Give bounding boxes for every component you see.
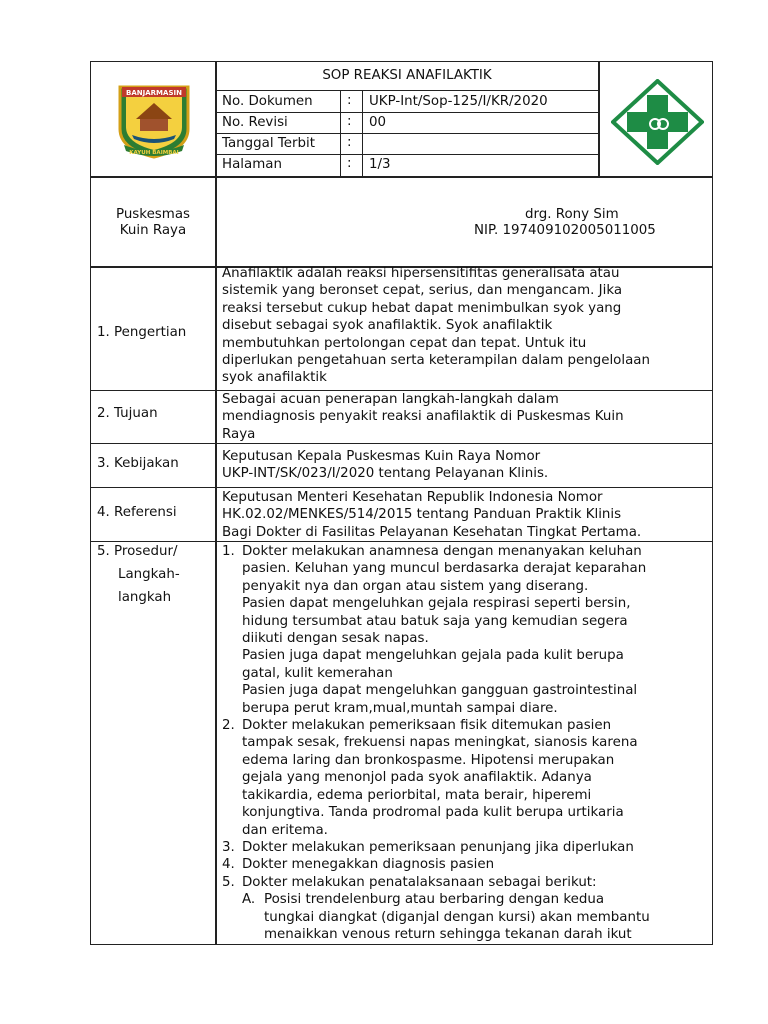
text-line: Dokter menegakkan diagnosis pasien [242, 857, 495, 873]
text-line: Dokter melakukan penatalaksanaan sebagai berikut: [242, 874, 597, 890]
section-body-kebijakan [222, 448, 706, 483]
signatory-nip: NIP. 197409102005011005 [474, 223, 656, 238]
text-line: konjungtiva. Tanda prodromal pada kulit berupa urtikaria [242, 805, 624, 821]
procedure-step [222, 717, 706, 839]
text-line: Dokter melakukan pemeriksaan fisik ditemukan pasien [242, 718, 612, 734]
org-name-line1: Puskesmas [115, 207, 191, 222]
divider [215, 61, 217, 945]
procedure-step [222, 856, 706, 873]
svg-text:KAYUH BAIMBAI: KAYUH BAIMBAI [129, 150, 179, 156]
text-line: diikuti dengan sesak napas. [242, 631, 429, 647]
step-number: 5. [222, 874, 235, 890]
text-line: hidung tersumbat atau batuk saja yang kemudian segera [242, 613, 628, 629]
text-line: syok anafilaktik [222, 370, 327, 386]
svg-text:BANJARMASIN: BANJARMASIN [126, 89, 182, 97]
step-number: 2. [222, 718, 235, 734]
section-label-kebijakan: 3. Kebijakan [97, 456, 179, 471]
label-no-revisi: No. Revisi [222, 115, 288, 130]
text-line: Anafilaktik adalah reaksi hipersensitifitas generalisata atau [222, 266, 620, 281]
divider [215, 133, 599, 134]
substep-letter: A. [242, 892, 256, 908]
step-number: 4. [222, 857, 235, 873]
divider [340, 90, 341, 177]
text-line: Pasien dapat mengeluhkan gejala respirasi seperti bersin, [242, 596, 631, 612]
text-line: penyakit nya dan organ atau sistem yang diserang. [242, 578, 589, 594]
label-no-dokumen: No. Dokumen [222, 94, 313, 109]
separator: : [347, 156, 352, 171]
section-body-referensi [222, 489, 706, 541]
banjarmasin-emblem-icon [114, 79, 194, 159]
separator: : [347, 135, 352, 150]
text-line: Sebagai acuan penerapan langkah-langkah dalam [222, 392, 559, 407]
text-line: Dokter melakukan anamnesa dengan menanyakan keluhan [242, 544, 642, 559]
text-line: berupa perut kram,mual,muntah sampai diare. [242, 700, 558, 716]
section-body-pengertian [222, 265, 706, 387]
text-line: dan eritema. [242, 822, 328, 838]
text-line: sistemik yang beronset cepat, serius, dan mengancam. Jika [222, 283, 623, 299]
text-line: tampak sesak, frekuensi napas meningkat, sianosis karena [242, 735, 638, 751]
text-line: HK.02.02/MENKES/514/2015 tentang Panduan Praktik Klinis [222, 507, 622, 523]
procedure-step [222, 839, 706, 856]
divider [215, 154, 599, 155]
label-halaman: Halaman [222, 157, 282, 172]
divider [90, 176, 713, 178]
section-body-tujuan [222, 391, 706, 443]
section-label-referensi: 4. Referensi [97, 505, 177, 520]
document-title: SOP REAKSI ANAFILAKTIK [322, 68, 492, 83]
procedure-step [222, 543, 706, 717]
text-line: pasien. Keluhan yang muncul berdasarka derajat keparahan [242, 561, 647, 577]
separator: : [347, 114, 352, 129]
divider [90, 487, 713, 488]
puskesmas-logo-icon [611, 79, 704, 165]
org-name-line2: Kuin Raya [119, 223, 187, 238]
procedure-steps [222, 543, 706, 943]
value-no-dokumen: UKP-Int/Sop-125/I/KR/2020 [369, 94, 548, 109]
text-line: takikardia, edema periorbital, mata berair, hiperemi [242, 787, 592, 803]
label-tanggal-terbit: Tanggal Terbit [222, 136, 315, 151]
text-line: UKP-INT/SK/023/I/2020 tentang Pelayanan Klinis. [222, 466, 549, 482]
procedure-substep [242, 891, 706, 943]
value-no-revisi: 00 [369, 115, 387, 130]
text-line: Keputusan Menteri Kesehatan Republik Indonesia Nomor [222, 490, 603, 505]
text-line: tungkai diangkat (diganjal dengan kursi) akan membantu [264, 909, 650, 925]
text-line: membutuhkan pertolongan cepat dan tepat. Untuk itu [222, 335, 587, 351]
divider [215, 112, 599, 113]
text-line: disebut sebagai syok anafilaktik. Syok anafilaktik [222, 318, 553, 334]
value-halaman: 1/3 [369, 157, 391, 172]
section-label-prosedur: 5. Prosedur/ [97, 544, 178, 559]
text-line: Pasien juga dapat mengeluhkan gangguan gastrointestinal [242, 683, 638, 699]
separator: : [347, 93, 352, 108]
divider [362, 90, 363, 177]
text-line: menaikkan venous return sehingga tekanan darah ikut [264, 926, 632, 942]
section-label-prosedur-line3: langkah [118, 590, 172, 605]
divider [598, 61, 600, 177]
text-line: mendiagnosis penyakit reaksi anafilaktik di Puskesmas Kuin [222, 409, 624, 425]
text-line: Pasien juga dapat mengeluhkan gejala pada kulit berupa [242, 648, 624, 664]
text-line: reaksi tersebut cukup hebat dapat menimbulkan syok yang [222, 300, 622, 316]
text-line: edema laring dan bronkospasme. Hipotensi merupakan [242, 752, 615, 768]
section-label-tujuan: 2. Tujuan [97, 406, 158, 421]
procedure-step [222, 874, 706, 891]
step-number: 1. [222, 544, 235, 559]
text-line: Bagi Dokter di Fasilitas Pelayanan Kesehatan Tingkat Pertama. [222, 524, 642, 540]
text-line: gatal, kulit kemerahan [242, 665, 393, 681]
text-line: Raya [222, 426, 256, 442]
text-line: Dokter melakukan pemeriksaan penunjang jika diperlukan [242, 839, 634, 855]
section-label-pengertian: 1. Pengertian [97, 325, 187, 340]
text-line: Keputusan Kepala Puskesmas Kuin Raya Nomor [222, 449, 541, 464]
step-number: 3. [222, 839, 235, 855]
signatory-name: drg. Rony Sim [525, 207, 619, 222]
text-line: diperlukan pengetahuan serta keterampilan dalam pengelolaan [222, 353, 650, 369]
text-line: Posisi trendelenburg atau berbaring dengan kedua [264, 892, 605, 908]
section-label-prosedur-line2: Langkah- [118, 567, 180, 582]
text-line: gejala yang menonjol pada syok anafilaktik. Adanya [242, 770, 592, 786]
divider [215, 90, 599, 91]
